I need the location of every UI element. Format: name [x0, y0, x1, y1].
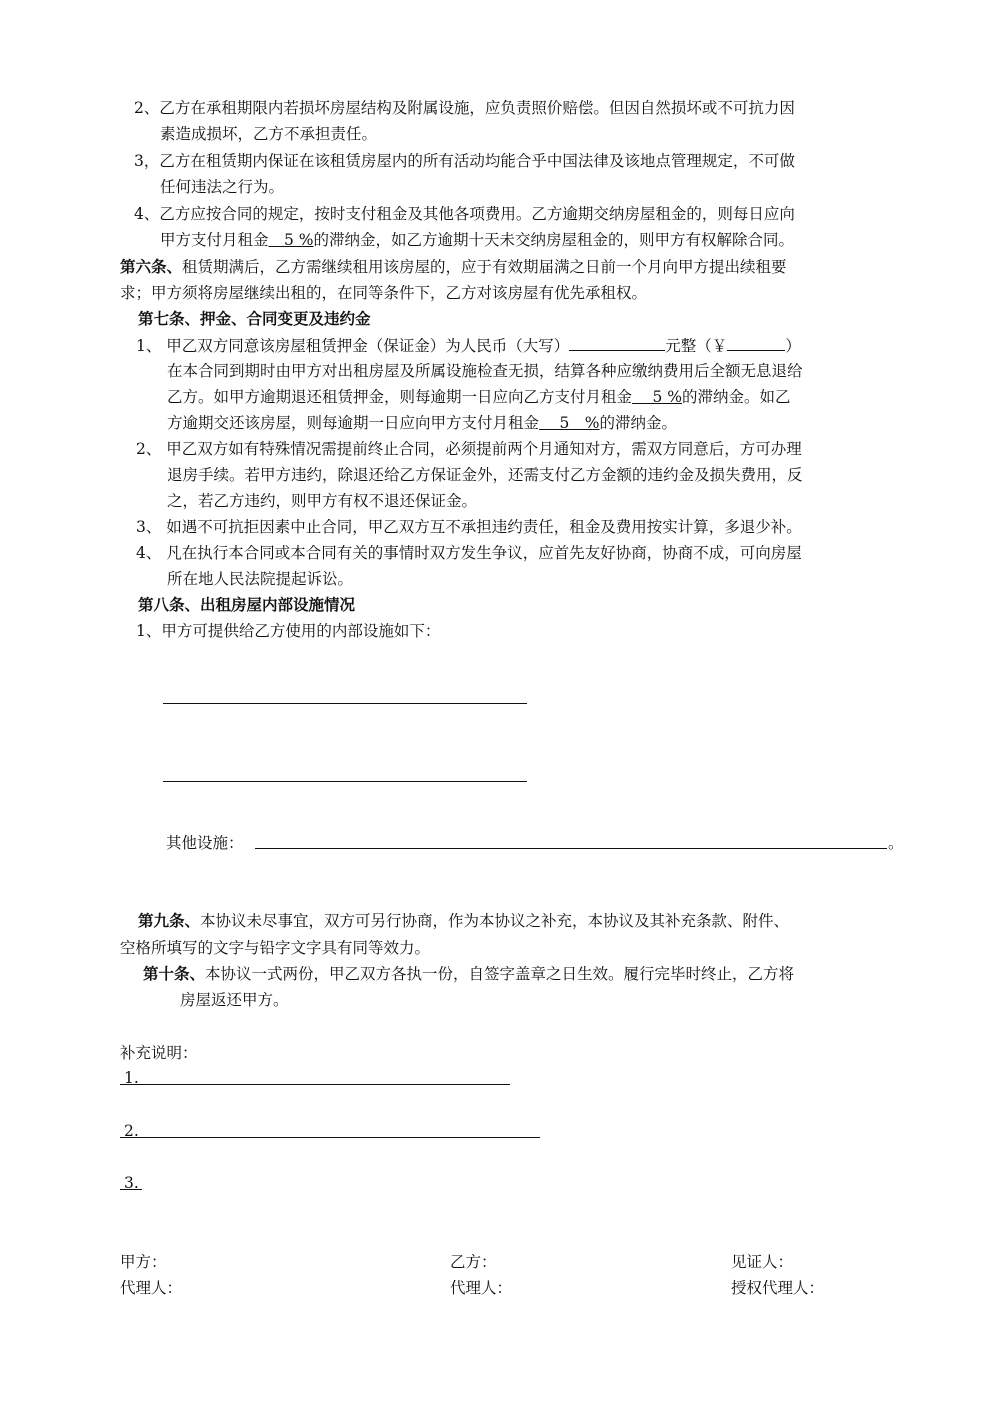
article-7-heading: 第七条、押金、合同变更及违约金 [138, 309, 371, 328]
party-b-label: 乙方： [450, 1253, 497, 1271]
clause-5-3-line2: 任何违法之行为。 [160, 178, 285, 196]
supplement-blank-2[interactable] [120, 1137, 540, 1138]
supplement-item-3: 3. [124, 1174, 139, 1192]
clause-7-3-line1: 3、 如遇不可抗拒因素中止合同，甲乙双方互不承担违约责任，租金及费用按实计算，多退少补。 [136, 518, 802, 536]
clause-7-1-mid: 元整（￥ [665, 337, 728, 355]
supplement-blank-1[interactable] [120, 1084, 510, 1085]
article-9-text1: 本协议未尽事宜，双方可另行协商，作为本协议之补充，本协议及其补充条款、附件、 [200, 912, 790, 930]
clause-7-1-pre: 1、 甲乙双方同意该房屋租赁押金（保证金）为人民币（大写） [136, 337, 570, 355]
article-9-line1 [138, 910, 789, 932]
article-9-heading: 第九条、 [138, 911, 201, 930]
clause-5-4-line1: 4、乙方应按合同的规定，按时支付租金及其他各项费用。乙方逾期交纳房屋租金的，则每日应向 [134, 205, 795, 223]
agent-b-label: 代理人： [450, 1279, 513, 1297]
clause-7-1-line1 [136, 334, 801, 357]
clause-5-2-line2: 素造成损坏，乙方不承担责任。 [160, 125, 378, 143]
other-facilities-end: 。 [888, 834, 904, 852]
article-10-text1: 本协议一式两份，甲乙双方各执一份，自签字盖章之日生效。履行完毕时终止，乙方将 [205, 965, 795, 983]
article-10-line2: 房屋返还甲方。 [180, 991, 289, 1009]
other-facilities-label: 其他设施： [166, 834, 244, 852]
article-6-text1: 租赁期满后，乙方需继续租用该房屋的，应于有效期届满之日前一个月向甲方提出续租要 [182, 258, 787, 276]
clause-7-4-line1: 4、 凡在执行本合同或本合同有关的事情时双方发生争议，应首先友好协商，协商不成，可向房屋 [136, 544, 802, 562]
clause-5-2-line1: 2、乙方在承租期限内若损坏房屋结构及附属设施，应负责照价赔偿。但因自然损坏或不可抗力因 [134, 99, 795, 117]
deposit-amount-number-blank[interactable] [727, 334, 785, 351]
late-fee-rate-2: 5 % [632, 388, 682, 406]
clause-7-2-line2: 退房手续。若甲方违约，除退还给乙方保证金外，还需支付乙方金额的违约金及损失费用，反 [167, 466, 803, 484]
clause-7-1-line2: 在本合同到期时由甲方对出租房屋及所属设施检查无损，结算各种应缴纳费用后全额无息退给 [167, 362, 803, 380]
clause-5-3-line1: 3，乙方在租赁期内保证在该租赁房屋内的所有活动均能合乎中国法律及该地点管理规定，不可做 [134, 152, 795, 170]
article-6-line2: 求；甲方须将房屋继续出租的，在同等条件下，乙方对该房屋有优先承租权。 [120, 284, 648, 302]
other-facilities-blank[interactable] [255, 848, 887, 849]
witness-label: 见证人： [731, 1253, 794, 1271]
late-fee-rate-3: 5 % [539, 414, 600, 432]
agent-a-label: 代理人： [120, 1279, 183, 1297]
clause-7-1-l4-post: 的滞纳金。 [599, 414, 678, 432]
clause-7-2-line3: 之，若乙方违约，则甲方有权不退还保证金。 [167, 492, 478, 510]
clause-5-4-pre: 甲方支付月租金 [160, 231, 269, 249]
clause-7-4-line2: 所在地人民法院提起诉讼。 [167, 570, 354, 588]
clause-7-1-l3-pre: 乙方。如甲方逾期退还租赁押金，则每逾期一日应向乙方支付月租金 [167, 388, 633, 406]
article-10-line1 [143, 963, 794, 985]
supplement-blank-3[interactable] [120, 1189, 142, 1190]
clause-8-1: 1、甲方可提供给乙方使用的内部设施如下： [136, 622, 441, 640]
supplement-item-1: 1. [124, 1069, 139, 1087]
clause-5-4-line2 [160, 229, 794, 251]
deposit-amount-words-blank[interactable] [569, 334, 665, 351]
article-8-heading: 第八条、出租房屋内部设施情况 [138, 595, 356, 614]
clause-5-4-post: 的滞纳金，如乙方逾期十天未交纳房屋租金的，则甲方有权解除合同。 [313, 231, 795, 249]
article-6-heading: 第六条、 [120, 257, 183, 276]
article-6-line1 [120, 256, 787, 278]
clause-7-1-l3-post: 的滞纳金。如乙 [681, 388, 791, 406]
clause-7-1-l4-pre: 方逾期交还该房屋，则每逾期一日应向甲方支付月租金 [167, 414, 540, 432]
clause-7-2-line1: 2、 甲乙双方如有特殊情况需提前终止合同，必须提前两个月通知对方，需双方同意后，方可办理 [136, 440, 802, 458]
facilities-blank-line-2[interactable] [163, 781, 527, 782]
facilities-blank-line-1[interactable] [163, 703, 527, 704]
late-fee-rate-1: 5 % [268, 231, 314, 249]
supplement-label: 补充说明： [120, 1044, 198, 1062]
article-10-heading: 第十条、 [143, 964, 206, 983]
clause-7-1-line4 [167, 412, 677, 434]
party-a-label: 甲方： [120, 1253, 167, 1271]
authorized-agent-label: 授权代理人： [731, 1279, 825, 1297]
supplement-item-2: 2. [124, 1122, 139, 1140]
article-9-line2: 空格所填写的文字与铅字文字具有同等效力。 [120, 939, 431, 957]
clause-7-1-post: ） [785, 337, 801, 355]
clause-7-1-line3 [167, 386, 790, 408]
